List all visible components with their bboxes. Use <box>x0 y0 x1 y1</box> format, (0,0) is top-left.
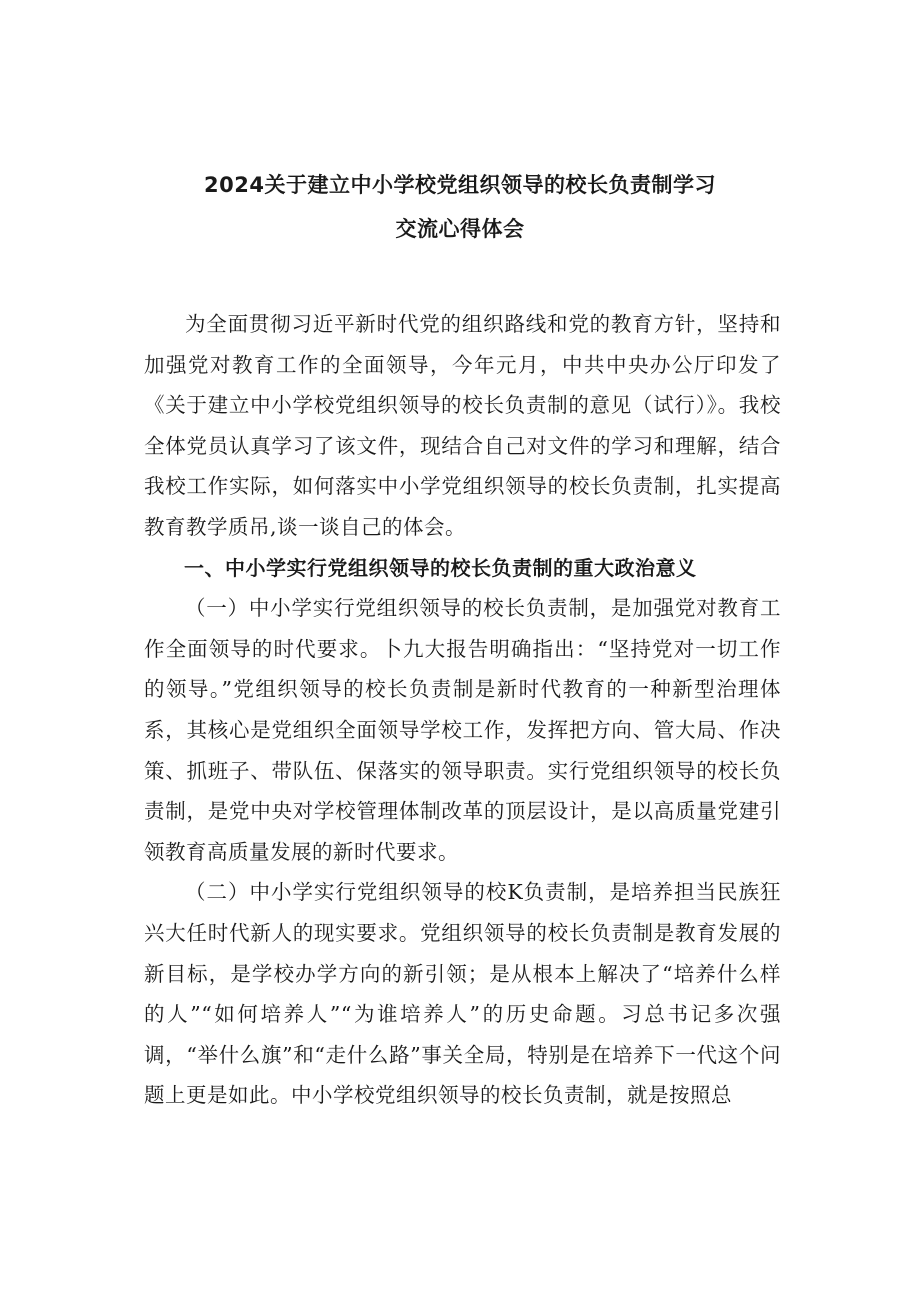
document-title-line-2: 交流心得体会 <box>395 217 525 241</box>
point-2-paragraph: （二）中小学实行党组织领导的校K负责制，是培养担当民族狂兴大任时代新人的现实要求。党组织领导的校长负责制是教育发展的新目标，是学校办学方向的新引领；是从根本上解决了“培养什么样的人”“如何培养人”“为谁培养人”的历史命题。习总书记多次强调，“举什么旗”和“走什么路”事关全局，特别是在培养下一代这个问题上更是如此。中小学校党组织领导的校长负责制，就是按照总 <box>144 880 781 1108</box>
section-1-heading: 一、中小学实行党组织领导的校长负责制的重大政治意义 <box>184 555 697 580</box>
point-1-paragraph: （一）中小学实行党组织领导的校长负责制，是加强党对教育工作全面领导的时代要求。卜九大报告明确指出：“坚持党对一切工作的领导。”党组织领导的校长负责制是新时代教育的一种新型治理体系，其核心是党组织全面领导学校工作，发挥把方向、管大局、作决策、抓班子、带队伍、保落实的领导职责。实行党组织领导的校长负责制，是党中央对学校管理体制改革的顶层设计，是以高质量党建引领教育高质量发展的新时代要求。 <box>144 596 781 864</box>
document-body <box>144 304 781 1116</box>
document-title-line-1: 2024关于建立中小学校党组织领导的校长负责制学习 <box>204 173 716 197</box>
intro-paragraph: 为全面贯彻习近平新时代党的组织路线和党的教育方针，坚持和加强党对教育工作的全面领导，今年元月，中共中央办公厅印发了《关于建立中小学校党组织领导的校长负责制的意见（试行）》。我校全体党员认真学习了该文件，现结合自己对文件的学习和理解，结合我校工作实际，如何落实中小学党组织领导的校长负责制，扎实提高教育教学质吊,谈一谈自己的体会。 <box>144 312 781 539</box>
